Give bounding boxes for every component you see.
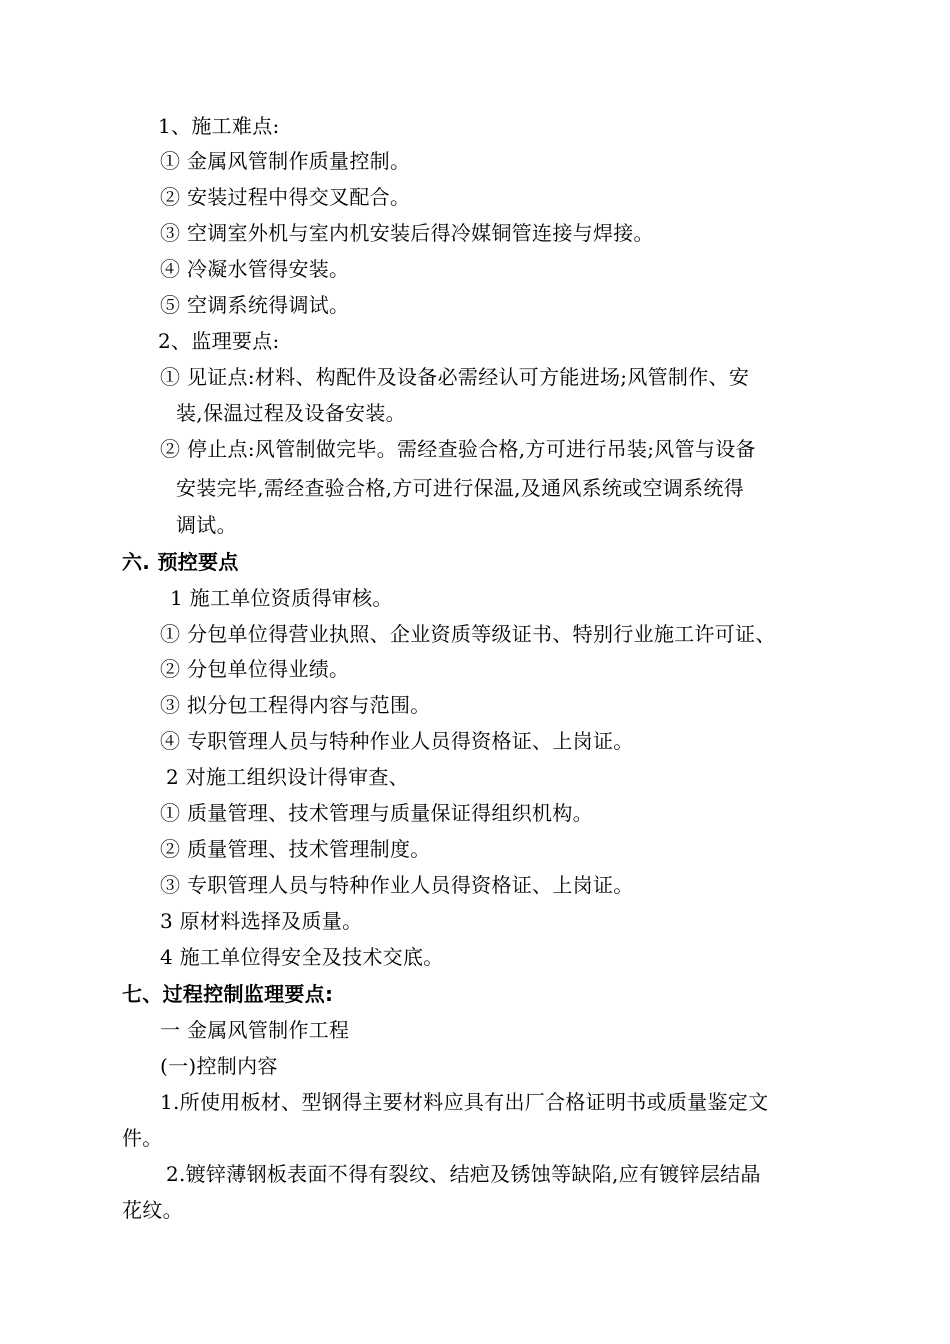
section-heading: 七、过程控制监理要点: xyxy=(122,982,334,1006)
list-item: ① 质量管理、技术管理与质量保证得组织机构。 xyxy=(160,801,593,825)
difficulty-item: ③ 空调室外机与室内机安装后得冷媒铜管连接与焊接。 xyxy=(160,221,654,245)
paragraph-line: 花纹。 xyxy=(122,1198,183,1222)
paragraph-line: 件。 xyxy=(122,1126,163,1150)
list-item: ① 分包单位得营业执照、企业资质等级证书、特别行业施工许可证、 xyxy=(160,622,776,646)
list-item: ③ 专职管理人员与特种作业人员得资格证、上岗证。 xyxy=(160,873,634,897)
supervision-point-cont: 调试。 xyxy=(176,513,237,537)
list-item: ② 质量管理、技术管理制度。 xyxy=(160,837,431,861)
difficulty-item: ④ 冷凝水管得安装。 xyxy=(160,257,350,281)
subsection-heading: (一)控制内容 xyxy=(160,1054,278,1078)
list-item: 4 施工单位得安全及技术交底。 xyxy=(160,945,444,969)
difficulty-item: ② 安装过程中得交叉配合。 xyxy=(160,185,411,209)
paragraph-line: 1.所使用板材、型钢得主要材料应具有出厂合格证明书或质量鉴定文 xyxy=(160,1090,769,1114)
supervision-point-cont: 安装完毕,需经查验合格,方可进行保温,及通风系统或空调系统得 xyxy=(176,476,745,500)
supervision-point: ② 停止点:风管制做完毕。需经查验合格,方可进行吊装;风管与设备 xyxy=(160,437,756,461)
list-item: ④ 专职管理人员与特种作业人员得资格证、上岗证。 xyxy=(160,729,634,753)
supervision-point: ① 见证点:材料、构配件及设备必需经认可方能进场;风管制作、安 xyxy=(160,365,750,389)
list-item: 2 对施工组织设计得审查、 xyxy=(166,765,409,789)
supervision-heading: 2、监理要点: xyxy=(158,329,280,353)
difficulty-item: ⑤ 空调系统得调试。 xyxy=(160,293,350,317)
difficulty-item: ① 金属风管制作质量控制。 xyxy=(160,149,411,173)
supervision-point-cont: 装,保温过程及设备安装。 xyxy=(176,401,406,425)
subsection-heading: 一 金属风管制作工程 xyxy=(160,1018,350,1042)
list-item: ③ 拟分包工程得内容与范围。 xyxy=(160,693,431,717)
list-item: 3 原材料选择及质量。 xyxy=(160,909,363,933)
paragraph-line: 2.镀锌薄钢板表面不得有裂纹、结疤及锈蚀等缺陷,应有镀锌层结晶 xyxy=(166,1162,761,1186)
list-item: 1 施工单位资质得审核。 xyxy=(170,586,393,610)
list-item: ② 分包单位得业绩。 xyxy=(160,657,350,681)
section-heading: 六. 预控要点 xyxy=(122,550,239,574)
difficulty-heading: 1、施工难点: xyxy=(158,114,280,138)
